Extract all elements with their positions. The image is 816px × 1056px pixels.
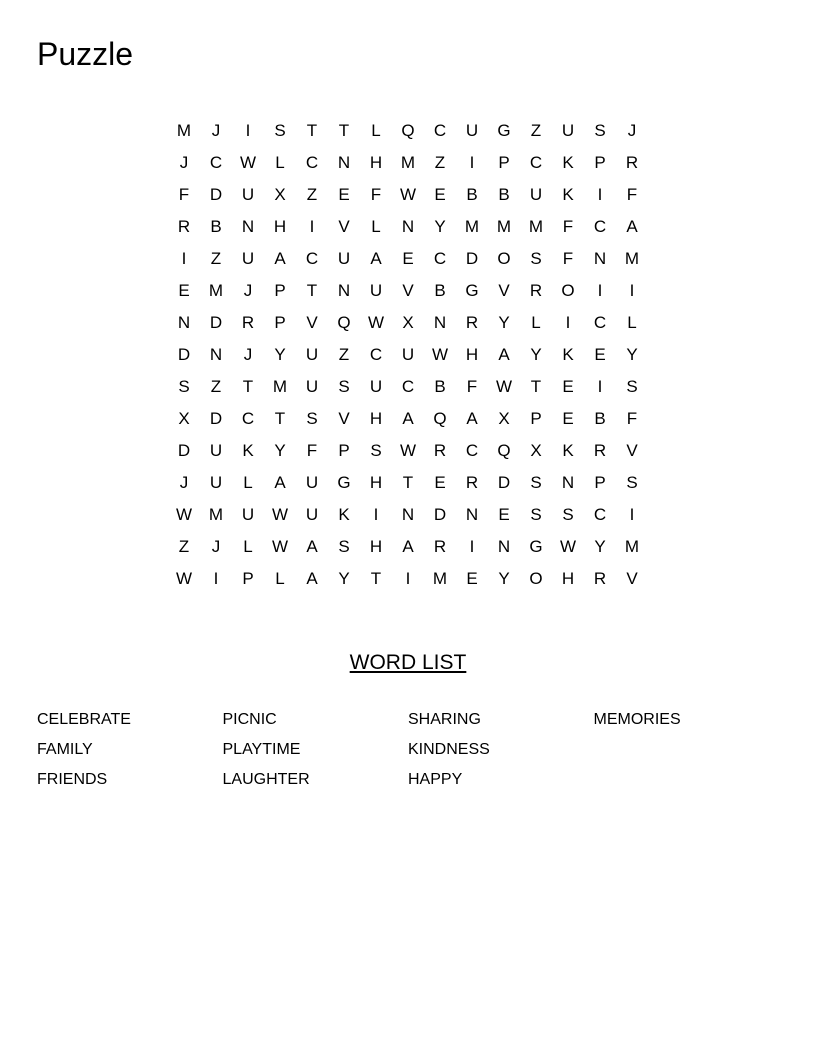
grid-cell: T bbox=[338, 121, 350, 140]
grid-cell: N bbox=[209, 345, 223, 364]
grid-cell: G bbox=[337, 473, 351, 492]
grid-cell: J bbox=[211, 537, 221, 556]
grid-cell: W bbox=[399, 185, 417, 204]
grid-cell: X bbox=[402, 313, 414, 332]
grid-cell: A bbox=[370, 249, 382, 268]
word-list-heading: WORD LIST bbox=[349, 651, 467, 674]
grid-cell: Z bbox=[306, 185, 318, 204]
grid-cell: J bbox=[243, 281, 253, 300]
grid-cell: S bbox=[626, 377, 638, 396]
grid-cell: Z bbox=[530, 121, 542, 140]
grid-cell: N bbox=[401, 217, 415, 236]
grid-cell: D bbox=[465, 249, 479, 268]
grid-cell: I bbox=[597, 281, 603, 300]
grid-cell: O bbox=[561, 281, 575, 300]
grid-cell: E bbox=[466, 569, 478, 588]
grid-cell: P bbox=[338, 441, 350, 460]
grid-cell: H bbox=[561, 569, 575, 588]
grid-cell: L bbox=[627, 313, 637, 332]
grid-cell: E bbox=[594, 345, 606, 364]
grid-cell: U bbox=[337, 249, 351, 268]
grid-cell: V bbox=[402, 281, 414, 300]
grid-cell: V bbox=[338, 217, 350, 236]
grid-cell: I bbox=[245, 121, 251, 140]
grid-cell: C bbox=[369, 345, 383, 364]
grid-cell: E bbox=[434, 473, 446, 492]
grid-cell: J bbox=[179, 473, 189, 492]
grid-cell: K bbox=[338, 505, 350, 524]
grid-cell: Y bbox=[594, 537, 606, 556]
page-title: Puzzle bbox=[37, 36, 134, 72]
grid-cell: P bbox=[274, 313, 286, 332]
grid-cell: E bbox=[178, 281, 190, 300]
grid-cell: T bbox=[370, 569, 382, 588]
grid-cell: X bbox=[274, 185, 286, 204]
grid-cell: Z bbox=[434, 153, 446, 172]
grid-cell: M bbox=[464, 217, 480, 236]
grid-cell: I bbox=[181, 249, 187, 268]
grid-cell: O bbox=[497, 249, 511, 268]
grid-cell: D bbox=[177, 345, 191, 364]
grid-cell: H bbox=[369, 473, 383, 492]
grid-cell: S bbox=[626, 473, 638, 492]
grid-cell: N bbox=[465, 505, 479, 524]
grid-cell: B bbox=[466, 185, 478, 204]
grid-cell: R bbox=[593, 569, 607, 588]
word-list-empty-slot bbox=[594, 738, 780, 768]
word-list-item: FRIENDS bbox=[37, 771, 108, 788]
grid-cell: N bbox=[593, 249, 607, 268]
grid-cell: Q bbox=[401, 121, 415, 140]
grid-cell: P bbox=[530, 409, 542, 428]
grid-cell: D bbox=[497, 473, 511, 492]
grid-cell: C bbox=[305, 249, 319, 268]
grid-cell: K bbox=[562, 441, 574, 460]
grid-cell: I bbox=[373, 505, 379, 524]
grid-cell: A bbox=[498, 345, 510, 364]
grid-cell: C bbox=[593, 505, 607, 524]
grid-cell: N bbox=[433, 313, 447, 332]
grid-cell: C bbox=[593, 217, 607, 236]
grid-cell: F bbox=[466, 377, 478, 396]
grid-cell: P bbox=[498, 153, 510, 172]
grid-cell: T bbox=[274, 409, 286, 428]
grid-cell: D bbox=[209, 313, 223, 332]
grid-cell: U bbox=[305, 377, 319, 396]
grid-cell: I bbox=[309, 217, 315, 236]
grid-cell: R bbox=[593, 441, 607, 460]
grid-cell: Y bbox=[530, 345, 542, 364]
grid-cell: W bbox=[559, 537, 577, 556]
grid-cell: P bbox=[274, 281, 286, 300]
grid-cell: A bbox=[466, 409, 478, 428]
grid-cell: A bbox=[402, 537, 414, 556]
grid-cell: S bbox=[530, 473, 542, 492]
grid-cell: Y bbox=[274, 441, 286, 460]
grid-cell: U bbox=[209, 473, 223, 492]
letter-grid bbox=[168, 115, 648, 595]
grid-cell: R bbox=[529, 281, 543, 300]
grid-cell: H bbox=[369, 537, 383, 556]
grid-cell: U bbox=[241, 185, 255, 204]
grid-cell: B bbox=[498, 185, 510, 204]
grid-cell: M bbox=[208, 281, 224, 300]
grid-cell: I bbox=[469, 153, 475, 172]
grid-cell: F bbox=[370, 185, 382, 204]
grid-cell: G bbox=[497, 121, 511, 140]
grid-cell: E bbox=[434, 185, 446, 204]
grid-cell: I bbox=[597, 185, 603, 204]
grid-cell: L bbox=[243, 537, 253, 556]
grid-cell: Y bbox=[626, 345, 638, 364]
grid-cell: B bbox=[434, 377, 446, 396]
grid-cell: P bbox=[242, 569, 254, 588]
grid-cell: R bbox=[177, 217, 191, 236]
grid-cell: N bbox=[561, 473, 575, 492]
grid-cell: U bbox=[209, 441, 223, 460]
grid-cell: L bbox=[243, 473, 253, 492]
grid-cell: B bbox=[594, 409, 606, 428]
grid-cell: M bbox=[272, 377, 288, 396]
grid-cell: C bbox=[593, 313, 607, 332]
grid-cell: Y bbox=[498, 569, 510, 588]
grid-cell: A bbox=[274, 473, 286, 492]
grid-cell: M bbox=[528, 217, 544, 236]
grid-cell: V bbox=[306, 313, 318, 332]
grid-cell: U bbox=[529, 185, 543, 204]
grid-cell: U bbox=[465, 121, 479, 140]
grid-cell: P bbox=[594, 153, 606, 172]
grid-cell: W bbox=[239, 153, 257, 172]
grid-cell: C bbox=[401, 377, 415, 396]
grid-cell: K bbox=[562, 185, 574, 204]
grid-cell: J bbox=[627, 121, 637, 140]
grid-cell: A bbox=[306, 537, 318, 556]
word-list-item: KINDNESS bbox=[408, 741, 490, 758]
grid-cell: I bbox=[629, 281, 635, 300]
word-list-item: MEMORIES bbox=[593, 711, 681, 728]
grid-cell: R bbox=[465, 473, 479, 492]
grid-cell: F bbox=[562, 249, 574, 268]
grid-cell: N bbox=[337, 153, 351, 172]
grid-cell: I bbox=[597, 377, 603, 396]
grid-cell: D bbox=[209, 185, 223, 204]
grid-cell: L bbox=[275, 569, 285, 588]
grid-cell: R bbox=[433, 537, 447, 556]
grid-cell: O bbox=[529, 569, 543, 588]
grid-cell: U bbox=[305, 505, 319, 524]
grid-cell: M bbox=[400, 153, 416, 172]
grid-cell: W bbox=[431, 345, 449, 364]
grid-cell: F bbox=[626, 409, 638, 428]
grid-cell: C bbox=[433, 121, 447, 140]
grid-cell: E bbox=[562, 409, 574, 428]
grid-cell: L bbox=[531, 313, 541, 332]
grid-cell: U bbox=[305, 473, 319, 492]
grid-cell: I bbox=[565, 313, 571, 332]
grid-cell: M bbox=[624, 537, 640, 556]
grid-cell: Y bbox=[498, 313, 510, 332]
grid-cell: U bbox=[305, 345, 319, 364]
grid-cell: Z bbox=[210, 249, 222, 268]
grid-cell: T bbox=[402, 473, 414, 492]
grid-cell: G bbox=[529, 537, 543, 556]
grid-cell: H bbox=[369, 409, 383, 428]
grid-cell: W bbox=[271, 505, 289, 524]
grid-cell: U bbox=[241, 249, 255, 268]
grid-cell: G bbox=[465, 281, 479, 300]
grid-cell: S bbox=[530, 505, 542, 524]
grid-cell: A bbox=[626, 217, 638, 236]
grid-cell: X bbox=[498, 409, 510, 428]
grid-cell: S bbox=[306, 409, 318, 428]
grid-cell: M bbox=[432, 569, 448, 588]
grid-cell: E bbox=[498, 505, 510, 524]
grid-cell: W bbox=[399, 441, 417, 460]
grid-cell: F bbox=[306, 441, 318, 460]
grid-cell: V bbox=[626, 441, 638, 460]
grid-cell: H bbox=[465, 345, 479, 364]
grid-cell: M bbox=[624, 249, 640, 268]
grid-cell: X bbox=[530, 441, 542, 460]
grid-cell: E bbox=[338, 185, 350, 204]
grid-cell: S bbox=[370, 441, 382, 460]
grid-cell: I bbox=[213, 569, 219, 588]
grid-cell: Y bbox=[274, 345, 286, 364]
grid-cell: J bbox=[211, 121, 221, 140]
grid-cell: D bbox=[177, 441, 191, 460]
word-list-item: PICNIC bbox=[222, 711, 277, 728]
word-list-item: HAPPY bbox=[408, 771, 463, 788]
grid-cell: S bbox=[338, 377, 350, 396]
grid-cell: M bbox=[208, 505, 224, 524]
word-list-item: FAMILY bbox=[37, 741, 93, 758]
grid-cell: F bbox=[178, 185, 190, 204]
grid-cell: W bbox=[271, 537, 289, 556]
grid-cell: L bbox=[371, 121, 381, 140]
grid-cell: D bbox=[433, 505, 447, 524]
grid-cell: J bbox=[179, 153, 189, 172]
grid-cell: F bbox=[626, 185, 638, 204]
grid-cell: K bbox=[242, 441, 254, 460]
grid-cell: I bbox=[629, 505, 635, 524]
word-list-item: SHARING bbox=[408, 711, 481, 728]
grid-cell: S bbox=[530, 249, 542, 268]
grid-cell: I bbox=[405, 569, 411, 588]
word-list-empty-slot bbox=[594, 768, 780, 798]
grid-cell: D bbox=[209, 409, 223, 428]
word-list-item: CELEBRATE bbox=[37, 711, 131, 728]
grid-cell: S bbox=[274, 121, 286, 140]
grid-cell: N bbox=[337, 281, 351, 300]
grid-cell: Q bbox=[337, 313, 351, 332]
grid-cell: W bbox=[175, 569, 193, 588]
grid-cell: C bbox=[529, 153, 543, 172]
grid-cell: Z bbox=[210, 377, 222, 396]
grid-cell: R bbox=[433, 441, 447, 460]
grid-cell: J bbox=[243, 345, 253, 364]
grid-cell: Z bbox=[178, 537, 190, 556]
grid-cell: W bbox=[367, 313, 385, 332]
grid-cell: L bbox=[371, 217, 381, 236]
grid-cell: K bbox=[562, 345, 574, 364]
grid-cell: C bbox=[209, 153, 223, 172]
grid-cell: K bbox=[562, 153, 574, 172]
grid-cell: U bbox=[369, 377, 383, 396]
grid-cell: C bbox=[465, 441, 479, 460]
grid-cell: B bbox=[210, 217, 222, 236]
grid-cell: I bbox=[469, 537, 475, 556]
grid-cell: T bbox=[242, 377, 254, 396]
grid-cell: Q bbox=[497, 441, 511, 460]
grid-cell: R bbox=[241, 313, 255, 332]
grid-cell: Z bbox=[338, 345, 350, 364]
grid-cell: L bbox=[275, 153, 285, 172]
grid-cell: U bbox=[241, 505, 255, 524]
grid-cell: B bbox=[434, 281, 446, 300]
grid-cell: C bbox=[433, 249, 447, 268]
grid-cell: A bbox=[402, 409, 414, 428]
grid-cell: F bbox=[562, 217, 574, 236]
grid-cell: T bbox=[530, 377, 542, 396]
grid-cell: V bbox=[498, 281, 510, 300]
grid-cell: H bbox=[369, 153, 383, 172]
grid-cell: X bbox=[178, 409, 190, 428]
grid-cell: N bbox=[497, 537, 511, 556]
word-list-item: LAUGHTER bbox=[222, 771, 310, 788]
grid-cell: S bbox=[562, 505, 574, 524]
grid-cell: T bbox=[306, 281, 318, 300]
grid-cell: A bbox=[274, 249, 286, 268]
grid-cell: V bbox=[626, 569, 638, 588]
grid-cell: U bbox=[401, 345, 415, 364]
grid-cell: S bbox=[338, 537, 350, 556]
grid-cell: C bbox=[305, 153, 319, 172]
grid-cell: V bbox=[338, 409, 350, 428]
grid-cell: M bbox=[496, 217, 512, 236]
grid-cell: S bbox=[594, 121, 606, 140]
grid-cell: N bbox=[177, 313, 191, 332]
word-list-item: PLAYTIME bbox=[222, 741, 301, 758]
grid-cell: W bbox=[495, 377, 513, 396]
grid-cell: W bbox=[175, 505, 193, 524]
grid-cell: S bbox=[178, 377, 190, 396]
grid-cell: Y bbox=[434, 217, 446, 236]
grid-cell: R bbox=[625, 153, 639, 172]
grid-cell: H bbox=[273, 217, 287, 236]
grid-cell: Y bbox=[338, 569, 350, 588]
grid-cell: U bbox=[369, 281, 383, 300]
grid-cell: E bbox=[402, 249, 414, 268]
grid-cell: A bbox=[306, 569, 318, 588]
grid-cell: Q bbox=[433, 409, 447, 428]
grid-cell: E bbox=[562, 377, 574, 396]
grid-cell: T bbox=[306, 121, 318, 140]
grid-cell: U bbox=[561, 121, 575, 140]
grid-cell: N bbox=[401, 505, 415, 524]
grid-cell: N bbox=[241, 217, 255, 236]
grid-cell: R bbox=[465, 313, 479, 332]
grid-cell: M bbox=[176, 121, 192, 140]
word-list bbox=[37, 708, 779, 798]
grid-cell: P bbox=[594, 473, 606, 492]
grid-cell: C bbox=[241, 409, 255, 428]
